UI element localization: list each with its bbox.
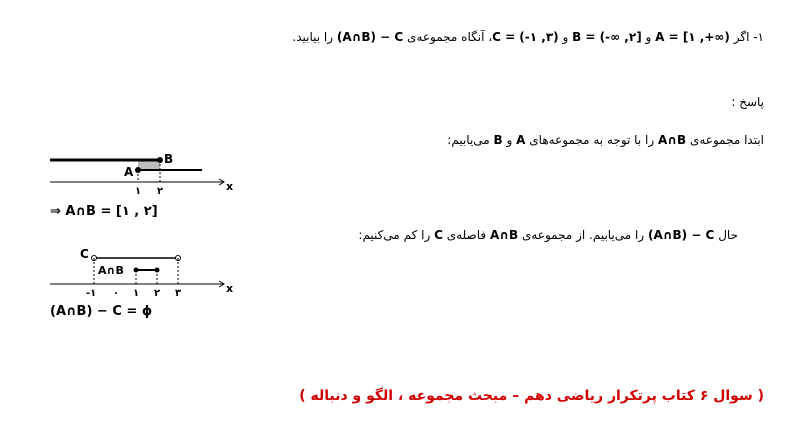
result-intersection: ⇒ A∩B = [۱ , ۲] — [50, 204, 158, 219]
target-expression: (A∩B) − C — [336, 30, 404, 44]
source-note: ( سوال ۶ کتاب پرتکرار ریاضی دهم – مبحث مجموعه ، الگو و دنباله ) — [299, 388, 764, 404]
label-c: C — [80, 247, 89, 261]
answer-label: پاسخ : — [731, 95, 764, 109]
label-ab: A∩B — [98, 264, 124, 277]
tick-label-1: ۱ — [135, 186, 142, 197]
tick-label-0: ۰ — [113, 288, 120, 299]
question-text: ۱- اگر A = [۱ ,+∞) و B = (-∞ ,۲] و C = (-۱ ,۳)، آنگاه مجموعه‌ی (A∩B) − C را بیابید. — [292, 30, 764, 44]
label-b: B — [164, 152, 174, 166]
tick-label-neg1: -۱ — [86, 288, 97, 299]
tick-label-3: ۳ — [175, 288, 182, 299]
step1-text: ابتدا مجموعه‌ی A∩B را با توجه به مجموعه‌های A و B می‌یابیم: — [447, 133, 764, 147]
tick-label-2: ۲ — [157, 186, 164, 197]
set-a-def: A = [۱ ,+∞) — [655, 30, 730, 44]
tick-label-1: ۱ — [133, 288, 140, 299]
number-line-diagram-2 — [44, 244, 244, 300]
number-line-diagram-1 — [44, 148, 244, 200]
label-a: A — [124, 165, 134, 179]
tick-label-2: ۲ — [154, 288, 161, 299]
set-c-def: C = (-۱ ,۳) — [492, 30, 559, 44]
axis-label-x-2: x — [226, 282, 234, 295]
axis-label-x-1: x — [226, 180, 234, 193]
step2-text: حال (A∩B) − C را می‌یابیم. از مجموعه‌ی A∩B فاصله‌ی C را کم می‌کنیم: — [358, 228, 738, 242]
result-difference: (A∩B) − C = ϕ — [50, 304, 153, 319]
set-b-def: B = (-∞ ,۲] — [572, 30, 642, 44]
